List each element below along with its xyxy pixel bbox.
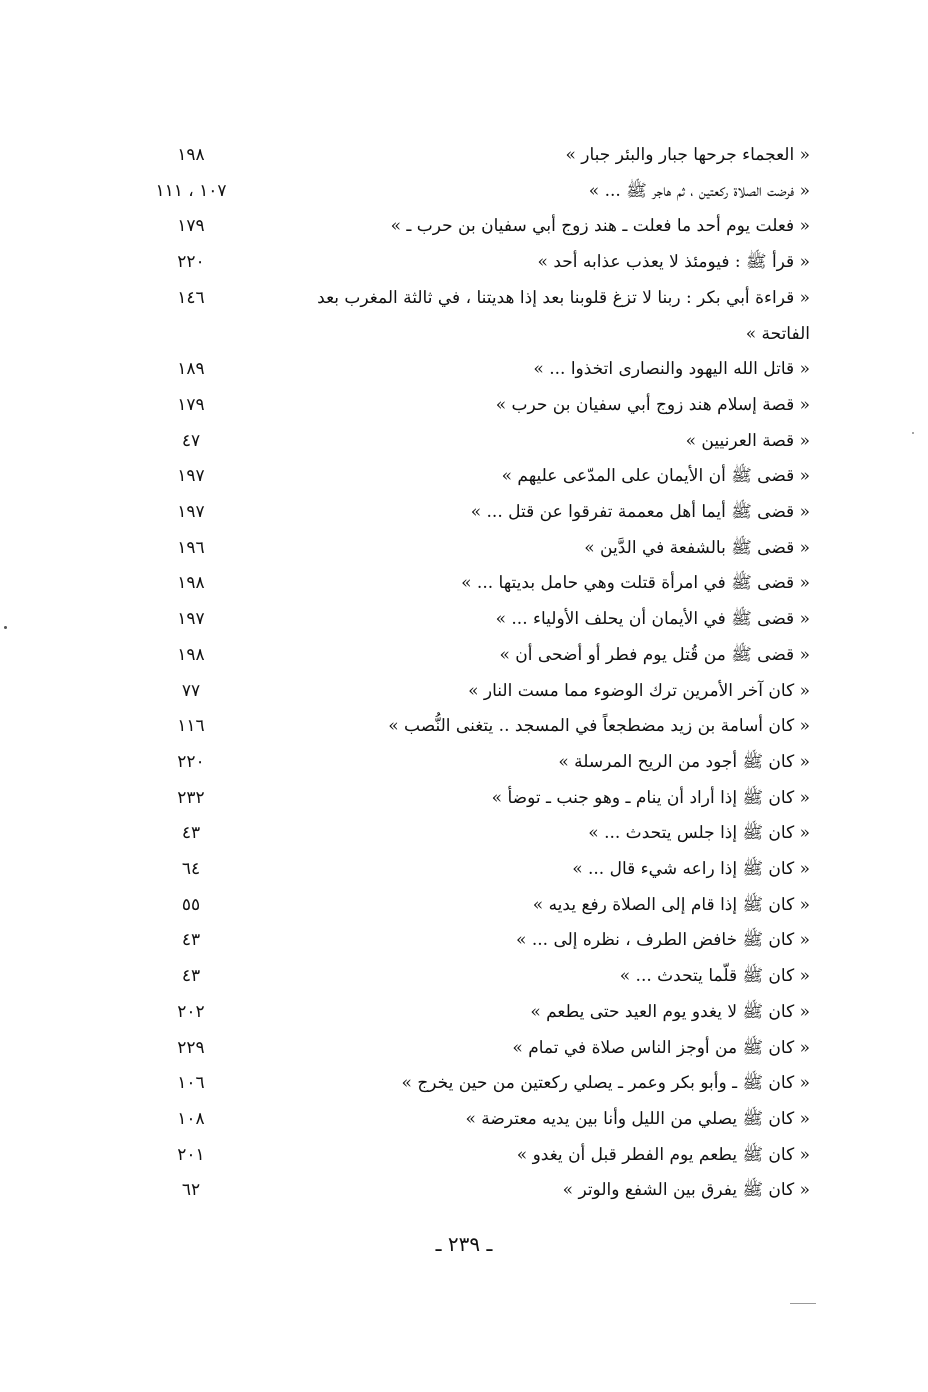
entry-page-ref-cell — [150, 745, 295, 781]
scan-speck — [912, 432, 914, 434]
entry-page-ref: ١٩٨ — [177, 644, 205, 665]
index-entry — [150, 1066, 810, 1102]
entry-text: « العجماء جرحها جبار والبئر جبار » — [565, 145, 810, 165]
index-entry — [150, 531, 810, 567]
entry-page-ref: ٦٢ — [181, 1180, 201, 1201]
entry-page-ref: ٥٥ — [181, 894, 201, 915]
entry-text: « قضى ﷺ أن الأيمان على المدّعى عليهم » — [501, 466, 810, 487]
index-entry — [150, 174, 810, 210]
entry-page-ref-cell — [150, 1138, 295, 1174]
index-entry — [150, 1031, 810, 1067]
scan-mark — [790, 1303, 816, 1304]
entry-page-ref: ٤٧ — [181, 430, 201, 451]
index-entry — [150, 1173, 810, 1209]
entry-page-ref: ١٠٦ — [177, 1073, 205, 1094]
index-entry — [150, 495, 810, 531]
index-entry — [150, 923, 810, 959]
index-entries-list — [150, 138, 810, 1209]
entry-text: « كان ﷺ لا يغدو يوم العيد حتى يطعم » — [530, 1001, 810, 1022]
index-entry — [150, 745, 810, 781]
entry-page-ref-cell — [150, 245, 295, 281]
entry-page-ref-cell — [150, 209, 295, 245]
entry-text: « قضى ﷺ في الأيمان أن يحلف الأولياء ... » — [495, 609, 810, 630]
entry-page-ref: ٧٧ — [181, 680, 201, 701]
entry-page-ref: ٢٠١ — [177, 1144, 205, 1165]
index-entry — [150, 352, 810, 388]
entry-text: « قضى ﷺ في امرأة قتلت وهي حامل بديتها ... » — [461, 573, 810, 594]
page-number: ـ ٢٣٩ ـ — [435, 1232, 493, 1256]
entry-page-ref: ٤٣ — [181, 823, 201, 844]
index-entry — [150, 852, 810, 888]
entry-page-ref: ٢٠٢ — [177, 1001, 205, 1022]
entry-page-ref-cell — [150, 602, 295, 638]
entry-page-ref-cell — [150, 781, 295, 817]
entry-page-ref: ١٩٧ — [177, 466, 205, 487]
entry-text: « قضى ﷺ أيما أهل معممة تفرقوا عن قتل ... » — [470, 502, 810, 523]
index-entry — [150, 281, 810, 352]
index-entry — [150, 602, 810, 638]
entry-text: « قاتل الله اليهود والنصارى اتخذوا ... » — [533, 359, 810, 380]
entry-page-ref: ١٠٨ — [177, 1108, 205, 1129]
index-entry — [150, 209, 810, 245]
entry-page-ref-cell — [150, 959, 295, 995]
entry-page-ref-cell — [150, 281, 295, 317]
entry-text: « كان ﷺ إذا راعه شيء قال ... » — [572, 859, 810, 880]
index-entry — [150, 709, 810, 745]
index-entry — [150, 459, 810, 495]
entry-page-ref: ٢٢٠ — [177, 252, 205, 273]
scan-speck — [4, 626, 7, 629]
entry-page-ref-cell — [150, 174, 295, 210]
entry-page-ref-cell — [150, 709, 295, 745]
index-entry — [150, 388, 810, 424]
entry-page-ref-cell — [150, 923, 295, 959]
entry-page-ref-cell — [150, 1031, 295, 1067]
entry-text: « كان ﷺ يصلي من الليل وأنا بين يديه معترضة » — [465, 1108, 810, 1129]
entry-page-ref: ١٤٦ — [177, 287, 205, 308]
entry-page-ref: ٢٢٠ — [177, 751, 205, 772]
entry-page-ref: ٦٤ — [181, 859, 201, 880]
entry-page-ref: ٢٢٩ — [177, 1037, 205, 1058]
entry-page-ref-cell — [150, 816, 295, 852]
index-entry — [150, 781, 810, 817]
entry-page-ref-cell — [150, 459, 295, 495]
entry-page-ref-cell — [150, 1066, 295, 1102]
entry-page-ref: ١٩٨ — [177, 573, 205, 594]
entry-text: « كان ﷺ أجود من الريح المرسلة » — [558, 751, 810, 772]
index-entry — [150, 888, 810, 924]
entry-page-ref: ٤٣ — [181, 966, 201, 987]
entry-text: « قصة إسلام هند زوج أبي سفيان بن حرب » — [495, 394, 810, 415]
entry-page-ref: ١٧٩ — [177, 394, 205, 415]
entry-page-ref: ١٧٩ — [177, 216, 205, 237]
entry-page-ref: ١٩٨ — [177, 145, 205, 165]
entry-text: « قراءة أبي بكر : ربنا لا تزغ قلوبنا بعد إذا هديتنا ، في ثالثة المغرب بعد الفاتحة » — [317, 287, 810, 344]
entry-text: « كان ﷺ يفرق بين الشفع والوتر » — [562, 1180, 810, 1201]
entry-text: « كان ﷺ خافض الطرف ، نظره إلى ... » — [516, 930, 810, 951]
entry-page-ref-cell — [150, 424, 295, 460]
entry-page-ref-cell — [150, 888, 295, 924]
entry-page-ref: ١٩٦ — [177, 537, 205, 558]
entry-page-ref-cell — [150, 388, 295, 424]
entry-text: « كان أسامة بن زيد مضطجعاً في المسجد .. يتغنى النُّصب » — [388, 716, 810, 737]
entry-text: « قضى ﷺ بالشفعة في الدَّين » — [584, 537, 810, 558]
entry-page-ref-cell — [150, 638, 295, 674]
entry-page-ref: ١٨٩ — [177, 359, 205, 380]
index-entry — [150, 566, 810, 602]
entry-text: « كان ﷺ قلّما يتحدث ... » — [619, 966, 810, 987]
entry-text: « كان آخر الأمرين ترك الوضوء مما مست النار » — [468, 680, 810, 701]
entry-page-ref-cell — [150, 566, 295, 602]
entry-page-ref: ٤٣ — [181, 930, 201, 951]
index-entry — [150, 995, 810, 1031]
entry-text: « كان ﷺ إذا قام إلى الصلاة رفع يديه » — [532, 894, 810, 915]
entry-text: « كان ﷺ إذا جلس يتحدث ... » — [588, 823, 810, 844]
index-entry — [150, 245, 810, 281]
index-entry — [150, 424, 810, 460]
entry-text: « قضى ﷺ من قُتل يوم فطر أو أضحى أن » — [499, 644, 810, 665]
entry-page-ref-cell — [150, 674, 295, 710]
entry-text: « كان ﷺ إذا أراد أن ينام ـ وهو جنب ـ توضأ » — [491, 787, 810, 808]
entry-page-ref: ٢٣٢ — [177, 787, 205, 808]
entry-page-ref-cell — [150, 1173, 295, 1209]
entry-text: « قصة العرنيين » — [685, 430, 810, 451]
entry-text: « قرأ ﷺ : فيومئذ لا يعذب عذابه أحد » — [537, 252, 810, 273]
index-entry — [150, 638, 810, 674]
entry-page-ref: ١٩٧ — [177, 502, 205, 523]
entry-text: « فرضت الصلاة ركعتين ، ثم هاجر ﷺ ... » — [588, 180, 810, 201]
entry-page-ref-cell — [150, 531, 295, 567]
index-entry — [150, 674, 810, 710]
entry-text: « كان ﷺ من أوجز الناس صلاة في تمام » — [512, 1037, 810, 1058]
index-entry — [150, 816, 810, 852]
entry-page-ref: ١٩٧ — [177, 609, 205, 630]
entry-text: « فعلت يوم أحد ما فعلت ـ هند زوج أبي سفيان بن حرب ـ » — [390, 216, 810, 237]
entry-page-ref-cell — [150, 1102, 295, 1138]
entry-page-ref: ١٠٧ ، ١١١ — [155, 180, 227, 201]
entry-text: « كان ﷺ يطعم يوم الفطر قبل أن يغدو » — [516, 1144, 810, 1165]
index-entry — [150, 138, 810, 174]
entry-page-ref-cell — [150, 495, 295, 531]
index-entry — [150, 1138, 810, 1174]
entry-page-ref-cell — [150, 352, 295, 388]
entry-page-ref-cell — [150, 138, 295, 174]
index-entry — [150, 1102, 810, 1138]
entry-page-ref-cell — [150, 852, 295, 888]
index-entry — [150, 959, 810, 995]
entry-page-ref-cell — [150, 995, 295, 1031]
entry-page-ref: ١١٦ — [177, 716, 205, 737]
entry-text: « كان ﷺ ـ وأبو بكر وعمر ـ يصلي ركعتين من حين يخرج » — [401, 1073, 810, 1094]
